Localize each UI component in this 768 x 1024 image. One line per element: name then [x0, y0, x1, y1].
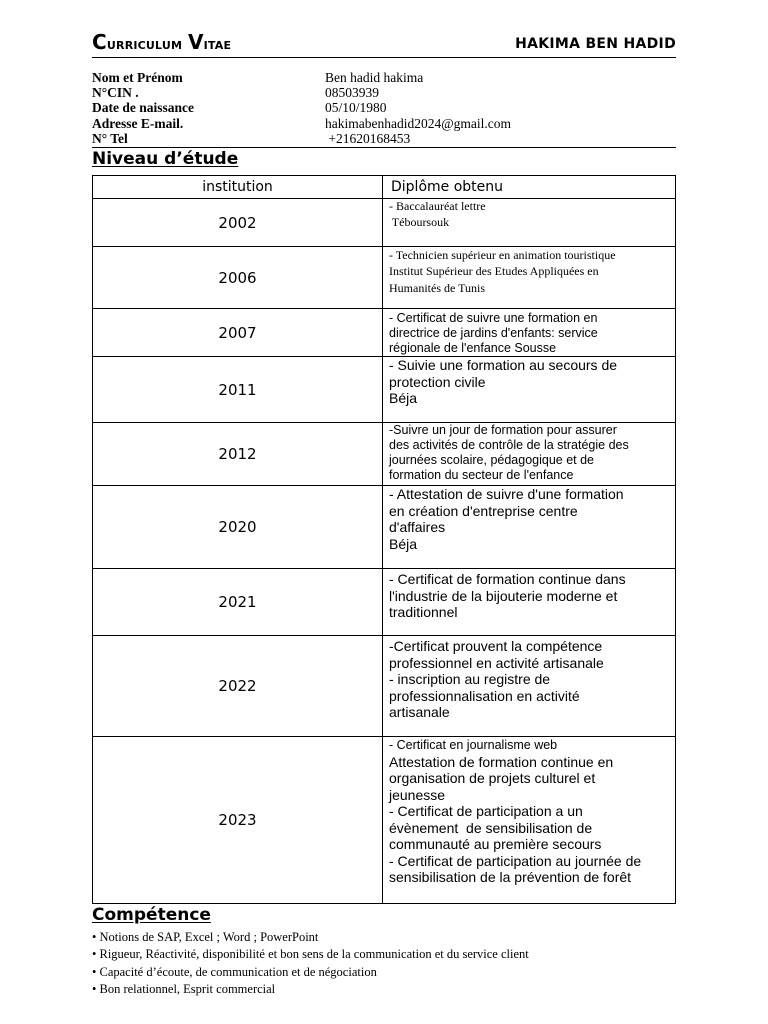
diploma-line: communauté au première secours	[389, 836, 602, 852]
diploma-line: Humanités de Tunis	[389, 280, 486, 295]
diploma-line: journées scolaire, pédagogique et de	[389, 453, 595, 467]
table-row	[93, 569, 676, 636]
info-row-phone	[92, 131, 676, 146]
table-row	[93, 199, 676, 247]
diploma-line: - inscription au registre de	[389, 671, 551, 687]
diploma-line: formation du secteur de l'enfance	[389, 468, 574, 482]
diploma-line: - Technicien supérieur en animation touristique	[389, 248, 616, 262]
year-cell: 2022	[93, 636, 383, 737]
candidate-name-header: HAKIMA BEN HADID	[515, 36, 676, 52]
personal-info	[92, 70, 676, 146]
document-title: Curriculum Vitae	[92, 30, 232, 54]
diploma-cell	[383, 309, 676, 357]
table-row	[93, 247, 676, 309]
info-label: Adresse E-mail.	[92, 115, 184, 131]
diploma-line: - Certificat de participation a un	[389, 803, 583, 819]
diploma-line: Attestation de formation continue en	[389, 753, 614, 770]
list-item: • Capacité d’écoute, de communication et de négociation	[92, 964, 377, 979]
diploma-line: - Suivie une formation au secours de	[389, 357, 618, 373]
diploma-line: des activités de contrôle de la stratégie des	[389, 438, 629, 452]
year-cell: 2006	[93, 247, 383, 309]
diploma-line: traditionnel	[389, 604, 458, 620]
diploma-cell	[383, 569, 676, 636]
info-label: Date de naissance	[92, 100, 194, 116]
table-row	[93, 486, 676, 569]
diploma-cell	[383, 357, 676, 423]
year-cell: 2011	[93, 357, 383, 423]
table-row	[93, 636, 676, 737]
table-row	[93, 423, 676, 486]
diploma-line: en création d'entreprise centre	[389, 502, 578, 519]
skills-section-title: Compétence	[92, 905, 211, 925]
info-value: +21620168453	[325, 130, 411, 146]
diploma-line: - Certificat de participation au journée de	[389, 852, 642, 869]
diploma-cell	[383, 737, 676, 904]
diploma-line: professionnalisation en activité	[389, 687, 580, 704]
list-item: • Rigueur, Réactivité, disponibilité et bon sens de la communication et du service client	[92, 947, 529, 962]
info-value: Ben hadid hakima	[325, 70, 424, 85]
info-divider	[92, 147, 676, 148]
info-row-name	[92, 70, 676, 85]
year-cell: 2020	[93, 486, 383, 569]
info-value: 08503939	[325, 85, 379, 101]
diploma-line: organisation de projets culturel et	[389, 770, 596, 786]
diploma-line: protection civile	[389, 373, 486, 390]
diploma-line: - Certificat de suivre une formation en	[389, 311, 598, 325]
diploma-cell	[383, 247, 676, 309]
year-cell: 2002	[93, 199, 383, 247]
year-cell: 2021	[93, 569, 383, 636]
year-cell: 2012	[93, 423, 383, 486]
diploma-line: professionnel en activité artisanale	[389, 654, 604, 671]
info-label: N° Tel	[92, 130, 128, 146]
skills-list	[92, 929, 692, 998]
info-row-birthdate	[92, 100, 676, 115]
education-table	[92, 175, 676, 904]
info-row-email	[92, 116, 676, 131]
list-item: • Bon relationnel, Esprit commercial	[92, 981, 276, 996]
diploma-line: -Suivre un jour de formation pour assurer	[389, 423, 617, 437]
list-item: • Notions de SAP, Excel ; Word ; PowerPoint	[92, 930, 319, 944]
info-label: N°CIN .	[92, 85, 139, 101]
diploma-line: l'industrie de la bijouterie moderne et	[389, 587, 618, 604]
header-divider	[92, 57, 676, 58]
table-row	[93, 737, 676, 904]
info-value: hakimabenhadid2024@gmail.com	[325, 115, 512, 131]
diploma-line: - Attestation de suivre d'une formation	[389, 486, 624, 502]
diploma-line: -Certificat prouvent la compétence	[389, 638, 603, 654]
table-header-row	[93, 176, 676, 199]
column-header-institution: institution	[93, 176, 383, 199]
diploma-line: directrice de jardins d'enfants: service	[389, 326, 598, 340]
table-row	[93, 357, 676, 423]
diploma-line: jeunesse	[389, 786, 446, 803]
diploma-line: régionale de l'enfance Sousse	[389, 341, 557, 355]
diploma-line: Béja	[389, 390, 418, 406]
year-cell: 2007	[93, 309, 383, 357]
diploma-line: sensibilisation de la prévention de forêt	[389, 869, 632, 885]
year-cell: 2023	[93, 737, 383, 904]
column-header-diploma: Diplôme obtenu	[383, 176, 676, 199]
diploma-line: d'affaires	[389, 519, 446, 535]
diploma-cell	[383, 486, 676, 569]
diploma-line: - Certificat en journalisme web	[389, 738, 558, 752]
diploma-line: - Certificat de formation continue dans	[389, 571, 626, 587]
diploma-cell	[383, 423, 676, 486]
info-value: 05/10/1980	[325, 100, 387, 116]
diploma-line: évènement de sensibilisation de	[389, 819, 593, 836]
table-row	[93, 309, 676, 357]
diploma-line: Béja	[389, 535, 418, 552]
diploma-line: Institut Supérieur des Etudes Appliquées en	[389, 264, 599, 279]
info-row-cin	[92, 85, 676, 100]
diploma-line: - Baccalauréat lettre	[389, 199, 486, 213]
info-label: Nom et Prénom	[92, 70, 183, 85]
diploma-cell	[383, 636, 676, 737]
diploma-line: Téboursouk	[389, 214, 450, 229]
diploma-line: artisanale	[389, 704, 450, 720]
education-section-title: Niveau d’étude	[92, 149, 239, 169]
diploma-cell	[383, 199, 676, 247]
